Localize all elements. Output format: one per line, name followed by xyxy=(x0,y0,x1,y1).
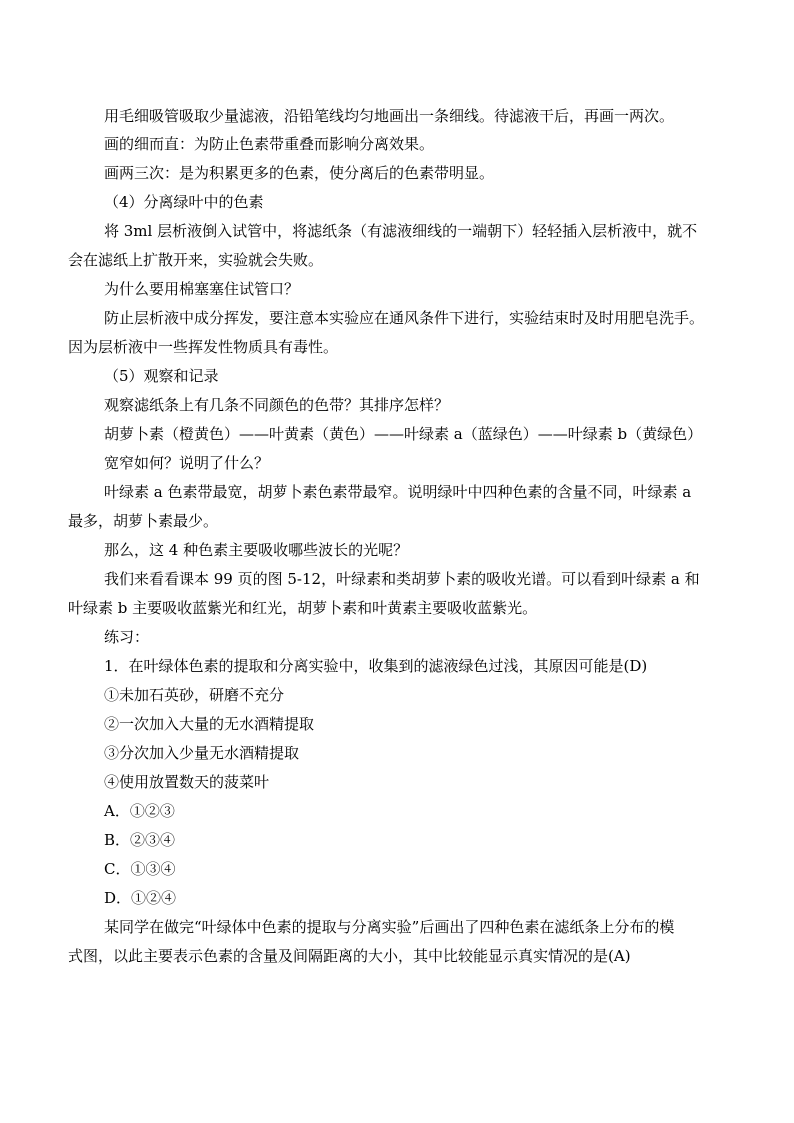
text-line-18: 叶绿素 b 主要吸收蓝紫光和红光，胡萝卜素和叶黄素主要吸收蓝紫光。 xyxy=(68,599,538,617)
text-line-6: 会在滤纸上扩散开来，实验就会失败。 xyxy=(68,251,324,269)
text-line-2: 画的细而直：为防止色素带重叠而影响分离效果。 xyxy=(104,135,435,153)
question-line-13: 宽窄如何？说明了什么？ xyxy=(104,454,270,472)
exercise-item-1: ①未加石英砂，研磨不充分 xyxy=(104,686,285,704)
text-line-3: 画两三次：是为积累更多的色素，使分离后的色素带明显。 xyxy=(104,164,495,182)
question-line-7: 为什么要用棉塞塞住试管口？ xyxy=(104,280,300,298)
option-d: D．①②④ xyxy=(104,889,177,907)
question-line-11: 观察滤纸条上有几条不同颜色的色带？其排序怎样？ xyxy=(104,396,450,414)
exercise-item-4: ④使用放置数天的菠菜叶 xyxy=(104,773,270,791)
exercise-heading: 练习： xyxy=(104,628,150,646)
option-b: B．②③④ xyxy=(104,831,176,849)
text-line-5: 将 3ml 层析液倒入试管中，将滤纸条（有滤液细线的一端朝下）轻轻插入层析液中，就不 xyxy=(104,222,698,240)
option-a: A．①②③ xyxy=(104,802,175,820)
section-heading-4: （4）分离绿叶中的色素 xyxy=(104,193,264,211)
pigment-order-line: 胡萝卜素（橙黄色）——叶黄素（黄色）——叶绿素 a（蓝绿色）——叶绿素 b（黄绿色） xyxy=(104,425,703,443)
exercise-item-3: ③分次加入少量无水酒精提取 xyxy=(104,744,300,762)
exercise-question-2-line-2: 式图，以此主要表示色素的含量及间隔距离的大小，其中比较能显示真实情况的是(A) xyxy=(68,947,631,965)
exercise-item-2: ②一次加入大量的无水酒精提取 xyxy=(104,715,315,733)
text-line-8: 防止层析液中成分挥发，要注意本实验应在通风条件下进行，实验结束时及时用肥皂洗手。 xyxy=(104,309,705,327)
option-c: C．①③④ xyxy=(104,860,176,878)
text-line-9: 因为层析液中一些挥发性物质具有毒性。 xyxy=(68,338,339,356)
exercise-question-2-line-1: 某同学在做完“叶绿体中色素的提取与分离实验”后画出了四种色素在滤纸条上分布的模 xyxy=(104,918,675,936)
text-line-1: 用毛细吸管吸取少量滤液，沿铅笔线均匀地画出一条细线。待滤液干后，再画一两次。 xyxy=(104,107,675,125)
text-line-15: 最多，胡萝卜素最少。 xyxy=(68,512,219,530)
section-heading-5: （5）观察和记录 xyxy=(104,367,219,385)
text-line-17: 我们来看看课本 99 页的图 5-12，叶绿素和类胡萝卜素的吸收光谱。可以看到叶绿素 a 和 xyxy=(104,570,700,588)
question-line-16: 那么，这 4 种色素主要吸收哪些波长的光呢？ xyxy=(104,541,409,559)
text-line-14: 叶绿素 a 色素带最宽，胡萝卜素色素带最窄。说明绿叶中四种色素的含量不同，叶绿素 a xyxy=(104,483,692,501)
exercise-question-1: 1．在叶绿体色素的提取和分离实验中，收集到的滤液绿色过浅，其原因可能是(D) xyxy=(104,657,648,675)
